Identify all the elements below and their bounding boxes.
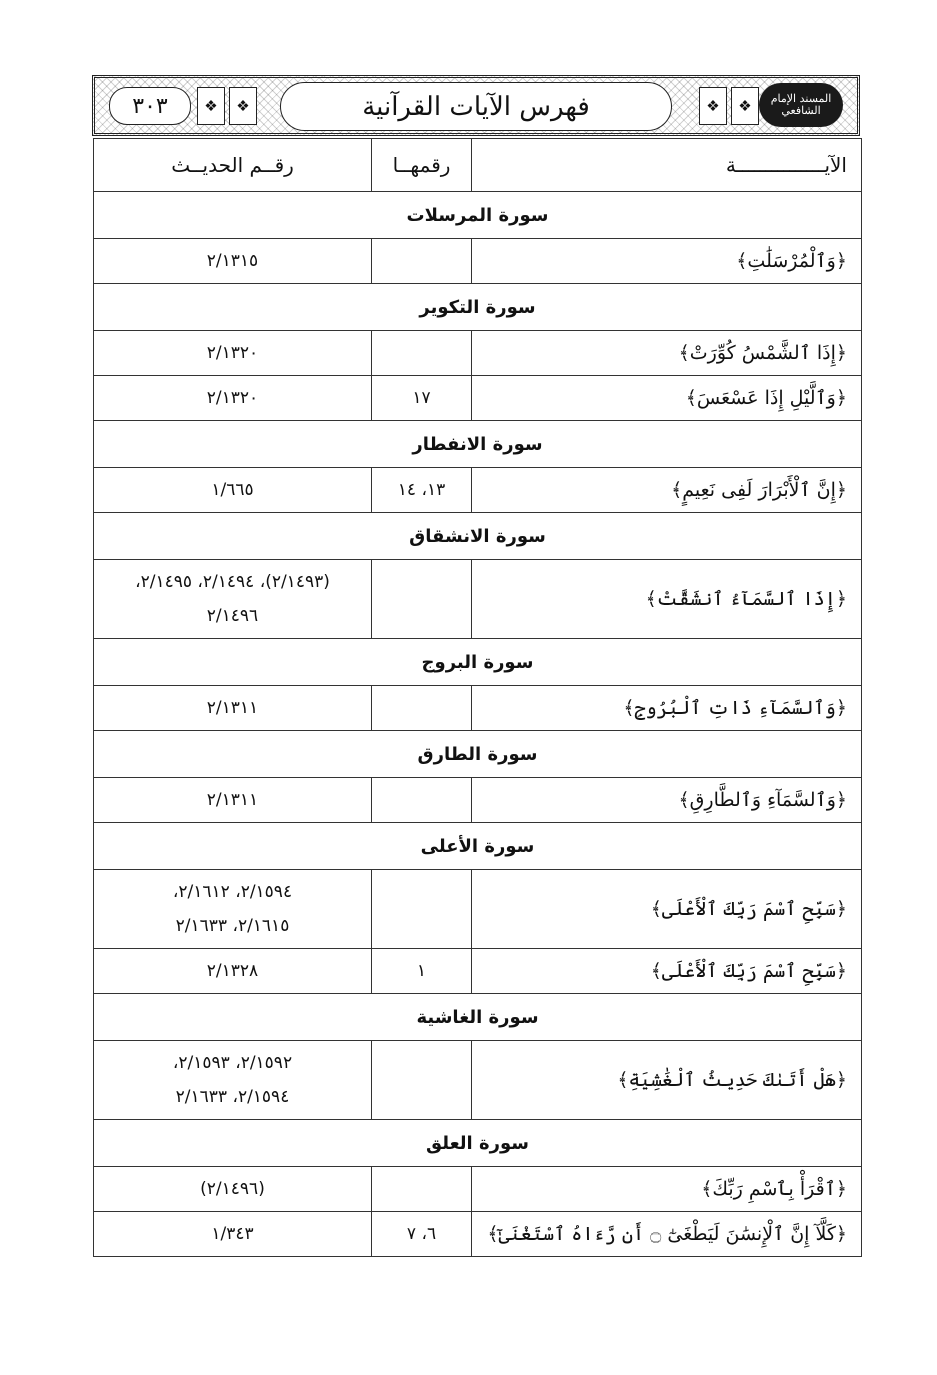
hadith-numbers bbox=[94, 778, 372, 823]
hadith-number-line: ٢/١٦١٥، ٢/١٦٣٣ bbox=[175, 916, 290, 936]
ayah-number bbox=[372, 1167, 472, 1212]
hadith-numbers bbox=[94, 1167, 372, 1212]
table-row bbox=[94, 686, 862, 731]
surah-name: سورة الانفطار bbox=[94, 421, 862, 468]
surah-name: سورة البروج bbox=[94, 639, 862, 686]
hadith-numbers bbox=[94, 870, 372, 949]
ornament-icon: ❖ bbox=[197, 87, 225, 125]
table-row bbox=[94, 376, 862, 421]
hadith-number-line: ٢/١٣٢٨ bbox=[206, 961, 259, 981]
emblem-text: المسند الإمام الشافعي bbox=[770, 92, 832, 117]
table-row bbox=[94, 560, 862, 639]
ayah-number bbox=[372, 686, 472, 731]
surah-heading-row bbox=[94, 421, 862, 468]
surah-name: سورة الأعلى bbox=[94, 823, 862, 870]
table-row bbox=[94, 949, 862, 994]
hadith-number-line: ١/٣٤٣ bbox=[211, 1224, 254, 1244]
hadith-number-line: (٢/١٤٩٦) bbox=[200, 1179, 265, 1199]
hadith-number-line: (٢/١٤٩٣)، ٢/١٤٩٤، ٢/١٤٩٥، bbox=[135, 572, 330, 592]
hadith-numbers bbox=[94, 468, 372, 513]
ornament-icon: ❖ bbox=[731, 87, 759, 125]
hadith-numbers bbox=[94, 1041, 372, 1120]
hadith-numbers bbox=[94, 331, 372, 376]
ayah-number bbox=[372, 560, 472, 639]
column-header-ayah: الآيـــــــــــــــة bbox=[472, 139, 862, 192]
hadith-number-line: ٢/١٣١١ bbox=[206, 698, 259, 718]
ayah-number bbox=[372, 239, 472, 284]
hadith-numbers bbox=[94, 949, 372, 994]
ayah-text: ﴿إِذَا ٱلشَّمْسُ كُوِّرَتْ﴾ bbox=[472, 331, 862, 376]
ayah-text: ﴿وَٱلسَّمَآءِ وَٱلطَّارِقِ﴾ bbox=[472, 778, 862, 823]
ayah-number bbox=[372, 331, 472, 376]
ayah-text: ﴿وَٱلَّيْلِ إِذَا عَسْعَسَ﴾ bbox=[472, 376, 862, 421]
ayah-number bbox=[372, 1041, 472, 1120]
hadith-number-line: ١/٦٦٥ bbox=[211, 480, 254, 500]
surah-heading-row bbox=[94, 994, 862, 1041]
table-row bbox=[94, 870, 862, 949]
hadith-number-line: ٢/١٥٩٤، ٢/١٦٣٣ bbox=[175, 1087, 290, 1107]
surah-name: سورة التكوير bbox=[94, 284, 862, 331]
hadith-numbers bbox=[94, 1212, 372, 1257]
title-cartouche bbox=[280, 82, 672, 131]
hadith-numbers bbox=[94, 239, 372, 284]
surah-heading-row bbox=[94, 731, 862, 778]
surah-heading-row bbox=[94, 192, 862, 239]
hadith-number-line: ٢/١٣٢٠ bbox=[206, 343, 259, 363]
table-row bbox=[94, 1212, 862, 1257]
ayah-number bbox=[372, 870, 472, 949]
ayah-text: ﴿إِنَّ ٱلْأَبْرَارَ لَفِى نَعِيمٍ﴾ bbox=[472, 468, 862, 513]
surah-heading-row bbox=[94, 513, 862, 560]
ayah-text: ﴿كَلَّآ إِنَّ ٱلْإِنسَٰنَ لَيَطْغَىٰٓ ۝ أَن رَّءَاهُ ٱسْتَغْنَىٰٓ﴾ bbox=[472, 1212, 862, 1257]
hadith-number-line: ٢/١٥٩٤، ٢/١٦١٢، bbox=[172, 882, 293, 902]
book-emblem-logo bbox=[759, 83, 843, 127]
hadith-numbers bbox=[94, 560, 372, 639]
table-row bbox=[94, 331, 862, 376]
ayah-number: ١٣، ١٤ bbox=[372, 468, 472, 513]
table-row bbox=[94, 778, 862, 823]
page-title: فهرس الآيات القرآنية bbox=[362, 91, 590, 122]
table-body bbox=[94, 192, 862, 1257]
ayah-text: ﴿وَٱلسَّمَآءِ ذَاتِ ٱلْبُرُوجِ﴾ bbox=[472, 686, 862, 731]
ayah-number: ٦، ٧ bbox=[372, 1212, 472, 1257]
surah-heading-row bbox=[94, 823, 862, 870]
hadith-number-line: ٢/١٥٩٢، ٢/١٥٩٣، bbox=[172, 1053, 293, 1073]
ayah-text: ﴿سَبِّحِ ٱسْمَ رَبِّكَ ٱلْأَعْلَى﴾ bbox=[472, 949, 862, 994]
hadith-number-line: ٢/١٣١٥ bbox=[206, 251, 259, 271]
ayah-text: ﴿سَبِّحِ ٱسْمَ رَبِّكَ ٱلْأَعْلَى﴾ bbox=[472, 870, 862, 949]
page-number: ٣٠٣ bbox=[109, 87, 191, 125]
surah-heading-row bbox=[94, 639, 862, 686]
surah-name: سورة الطارق bbox=[94, 731, 862, 778]
ayah-text: ﴿هَلْ أَتَىٰكَ حَدِيثُ ٱلْغَٰشِيَةِ﴾ bbox=[472, 1041, 862, 1120]
hadith-number-line: ٢/١٤٩٦ bbox=[206, 606, 259, 626]
surah-name: سورة الغاشية bbox=[94, 994, 862, 1041]
hadith-numbers bbox=[94, 376, 372, 421]
ayah-number: ١٧ bbox=[372, 376, 472, 421]
table-row bbox=[94, 1167, 862, 1212]
hadith-number-line: ٢/١٣١١ bbox=[206, 790, 259, 810]
column-header-hadith: رقــم الحديــث bbox=[94, 139, 372, 192]
hadith-number-line: ٢/١٣٢٠ bbox=[206, 388, 259, 408]
surah-heading-row bbox=[94, 284, 862, 331]
ayah-text: ﴿إِذَا ٱلسَّمَآءُ ٱنشَقَّتْ﴾ bbox=[472, 560, 862, 639]
table-row bbox=[94, 239, 862, 284]
ornament-icon: ❖ bbox=[699, 87, 727, 125]
verse-index-table bbox=[93, 138, 862, 1257]
ayah-text: ﴿وَٱلْمُرْسَلَٰتِ﴾ bbox=[472, 239, 862, 284]
ayah-number: ١ bbox=[372, 949, 472, 994]
surah-name: سورة الانشقاق bbox=[94, 513, 862, 560]
ayah-text: ﴿ٱقْرَأْ بِٱسْمِ رَبِّكَ﴾ bbox=[472, 1167, 862, 1212]
hadith-numbers bbox=[94, 686, 372, 731]
table-row bbox=[94, 1041, 862, 1120]
table-row bbox=[94, 468, 862, 513]
page-header bbox=[92, 75, 860, 136]
ornament-icon: ❖ bbox=[229, 87, 257, 125]
table-header-row bbox=[94, 139, 862, 192]
column-header-number: رقمهــا bbox=[372, 139, 472, 192]
surah-name: سورة العلق bbox=[94, 1120, 862, 1167]
surah-name: سورة المرسلات bbox=[94, 192, 862, 239]
ayah-number bbox=[372, 778, 472, 823]
surah-heading-row bbox=[94, 1120, 862, 1167]
